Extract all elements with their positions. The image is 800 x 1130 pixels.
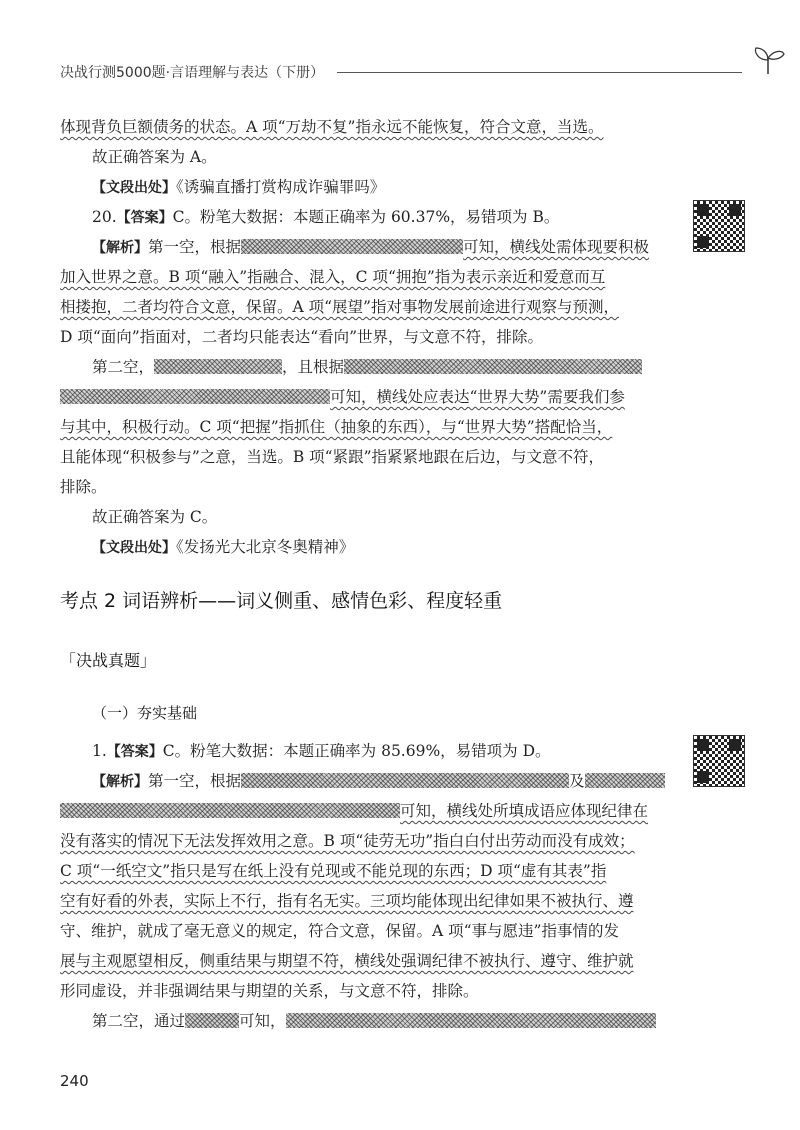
text-line: 排除。 bbox=[60, 478, 107, 496]
text-line: 空有好看的外表，实际上不行，指有名无实。三项均能体现出纪律如果不被执行、遵 bbox=[60, 892, 634, 910]
subsection-heading: （一）夯实基础 bbox=[92, 704, 198, 722]
redacted-text bbox=[585, 773, 665, 788]
q1-analysis-line: 【解析】第一空，根据 及 bbox=[92, 770, 665, 793]
answer-label: 【答案】 bbox=[116, 210, 173, 226]
source-line: 【文段出处】《发扬光大北京冬奥精神》 bbox=[92, 538, 355, 556]
q20-analysis-line: 【解析】第一空，根据 可知，横线处需体现要积极 bbox=[92, 238, 650, 256]
redacted-text bbox=[154, 359, 282, 374]
qr-code-q20[interactable] bbox=[693, 200, 745, 252]
running-header bbox=[60, 62, 760, 84]
qr-code-q1[interactable] bbox=[693, 735, 745, 787]
sprout-icon bbox=[748, 42, 788, 76]
redacted-text bbox=[344, 359, 642, 374]
text-line: 第二空， ，且根据 bbox=[92, 356, 642, 378]
text-line: 且能体现“积极参与”之意，当选。B 项“紧跟”指紧紧地跟在后边，与文意不符， bbox=[60, 448, 605, 466]
analysis-label: 【解析】 bbox=[92, 774, 148, 790]
text-line: 可知，横线处所填成语应体现纪律在 bbox=[60, 800, 648, 822]
redacted-text bbox=[60, 803, 400, 818]
redacted-text bbox=[286, 1013, 656, 1028]
redacted-text bbox=[60, 389, 330, 404]
text-line: 加入世界之意。B 项“融入”指融合、混入，C 项“拥抱”指为表示亲近和爱意而互 bbox=[60, 268, 606, 286]
header-rule bbox=[337, 72, 742, 73]
text-line: 相搂抱，二者均符合文意，保留。A 项“展望”指对事物发展前途进行观察与预测， bbox=[60, 298, 619, 316]
text-line: 第二空，通过 可知， bbox=[92, 1010, 656, 1032]
page-number: 240 bbox=[60, 1072, 89, 1090]
text-line: 与其中，积极行动。C 项“把握”指抓住（抽象的东西），与“世界大势”搭配恰当， bbox=[60, 418, 613, 436]
q1-answer-line: 1.【答案】C。粉笔大数据：本题正确率为 85.69%，易错项为 D。 bbox=[92, 742, 551, 760]
zhenti-heading: 「决战真题」 bbox=[60, 651, 157, 670]
source-label: 【文段出处】 bbox=[92, 540, 176, 556]
text-line: C 项“一纸空文”指只是写在纸上没有兑现或不能兑现的东西；D 项“虚有其表”指 bbox=[60, 862, 607, 880]
section-title: 考点 2 词语辨析——词义侧重、感情色彩、程度轻重 bbox=[60, 590, 503, 612]
text-line: D 项“面向”指面对，二者均只能表达“看向”世界，与文意不符，排除。 bbox=[60, 328, 544, 346]
text-line: 体现背负巨额债务的状态。A 项“万劫不复”指永远不能恢复，符合文意，当选。 bbox=[60, 118, 604, 136]
source-line: 【文段出处】《诱骗直播打赏构成诈骗罪吗》 bbox=[92, 178, 386, 196]
answer-line: 故正确答案为 C。 bbox=[92, 508, 218, 526]
redacted-text bbox=[241, 239, 463, 254]
answer-label: 【答案】 bbox=[106, 744, 163, 760]
book-title: 决战行测5000题·言语理解与表达（下册） bbox=[60, 65, 325, 81]
analysis-label: 【解析】 bbox=[92, 240, 148, 256]
text-line: 守、维护，就成了毫无意义的规定，符合文意，保留。A 项“事与愿违”指事情的发 bbox=[60, 922, 619, 940]
text-line: 可知，横线处应表达“世界大势”需要我们参 bbox=[60, 386, 625, 408]
source-label: 【文段出处】 bbox=[92, 180, 176, 196]
q20-answer-line: 20.【答案】C。粉笔大数据：本题正确率为 60.37%，易错项为 B。 bbox=[92, 208, 560, 226]
answer-line: 故正确答案为 A。 bbox=[92, 148, 217, 166]
text-line: 没有落实的情况下无法发挥效用之意。B 项“徒劳无功”指白白付出劳动而没有成效； bbox=[60, 832, 635, 850]
text-line: 形同虚设，并非强调结果与期望的关系，与文意不符，排除。 bbox=[60, 982, 479, 1000]
redacted-text bbox=[185, 1013, 239, 1028]
redacted-text bbox=[241, 773, 569, 788]
text-line: 展与主观愿望相反，侧重结果与期望不符，横线处强调纪律不被执行、遵守、维护就 bbox=[60, 952, 634, 970]
